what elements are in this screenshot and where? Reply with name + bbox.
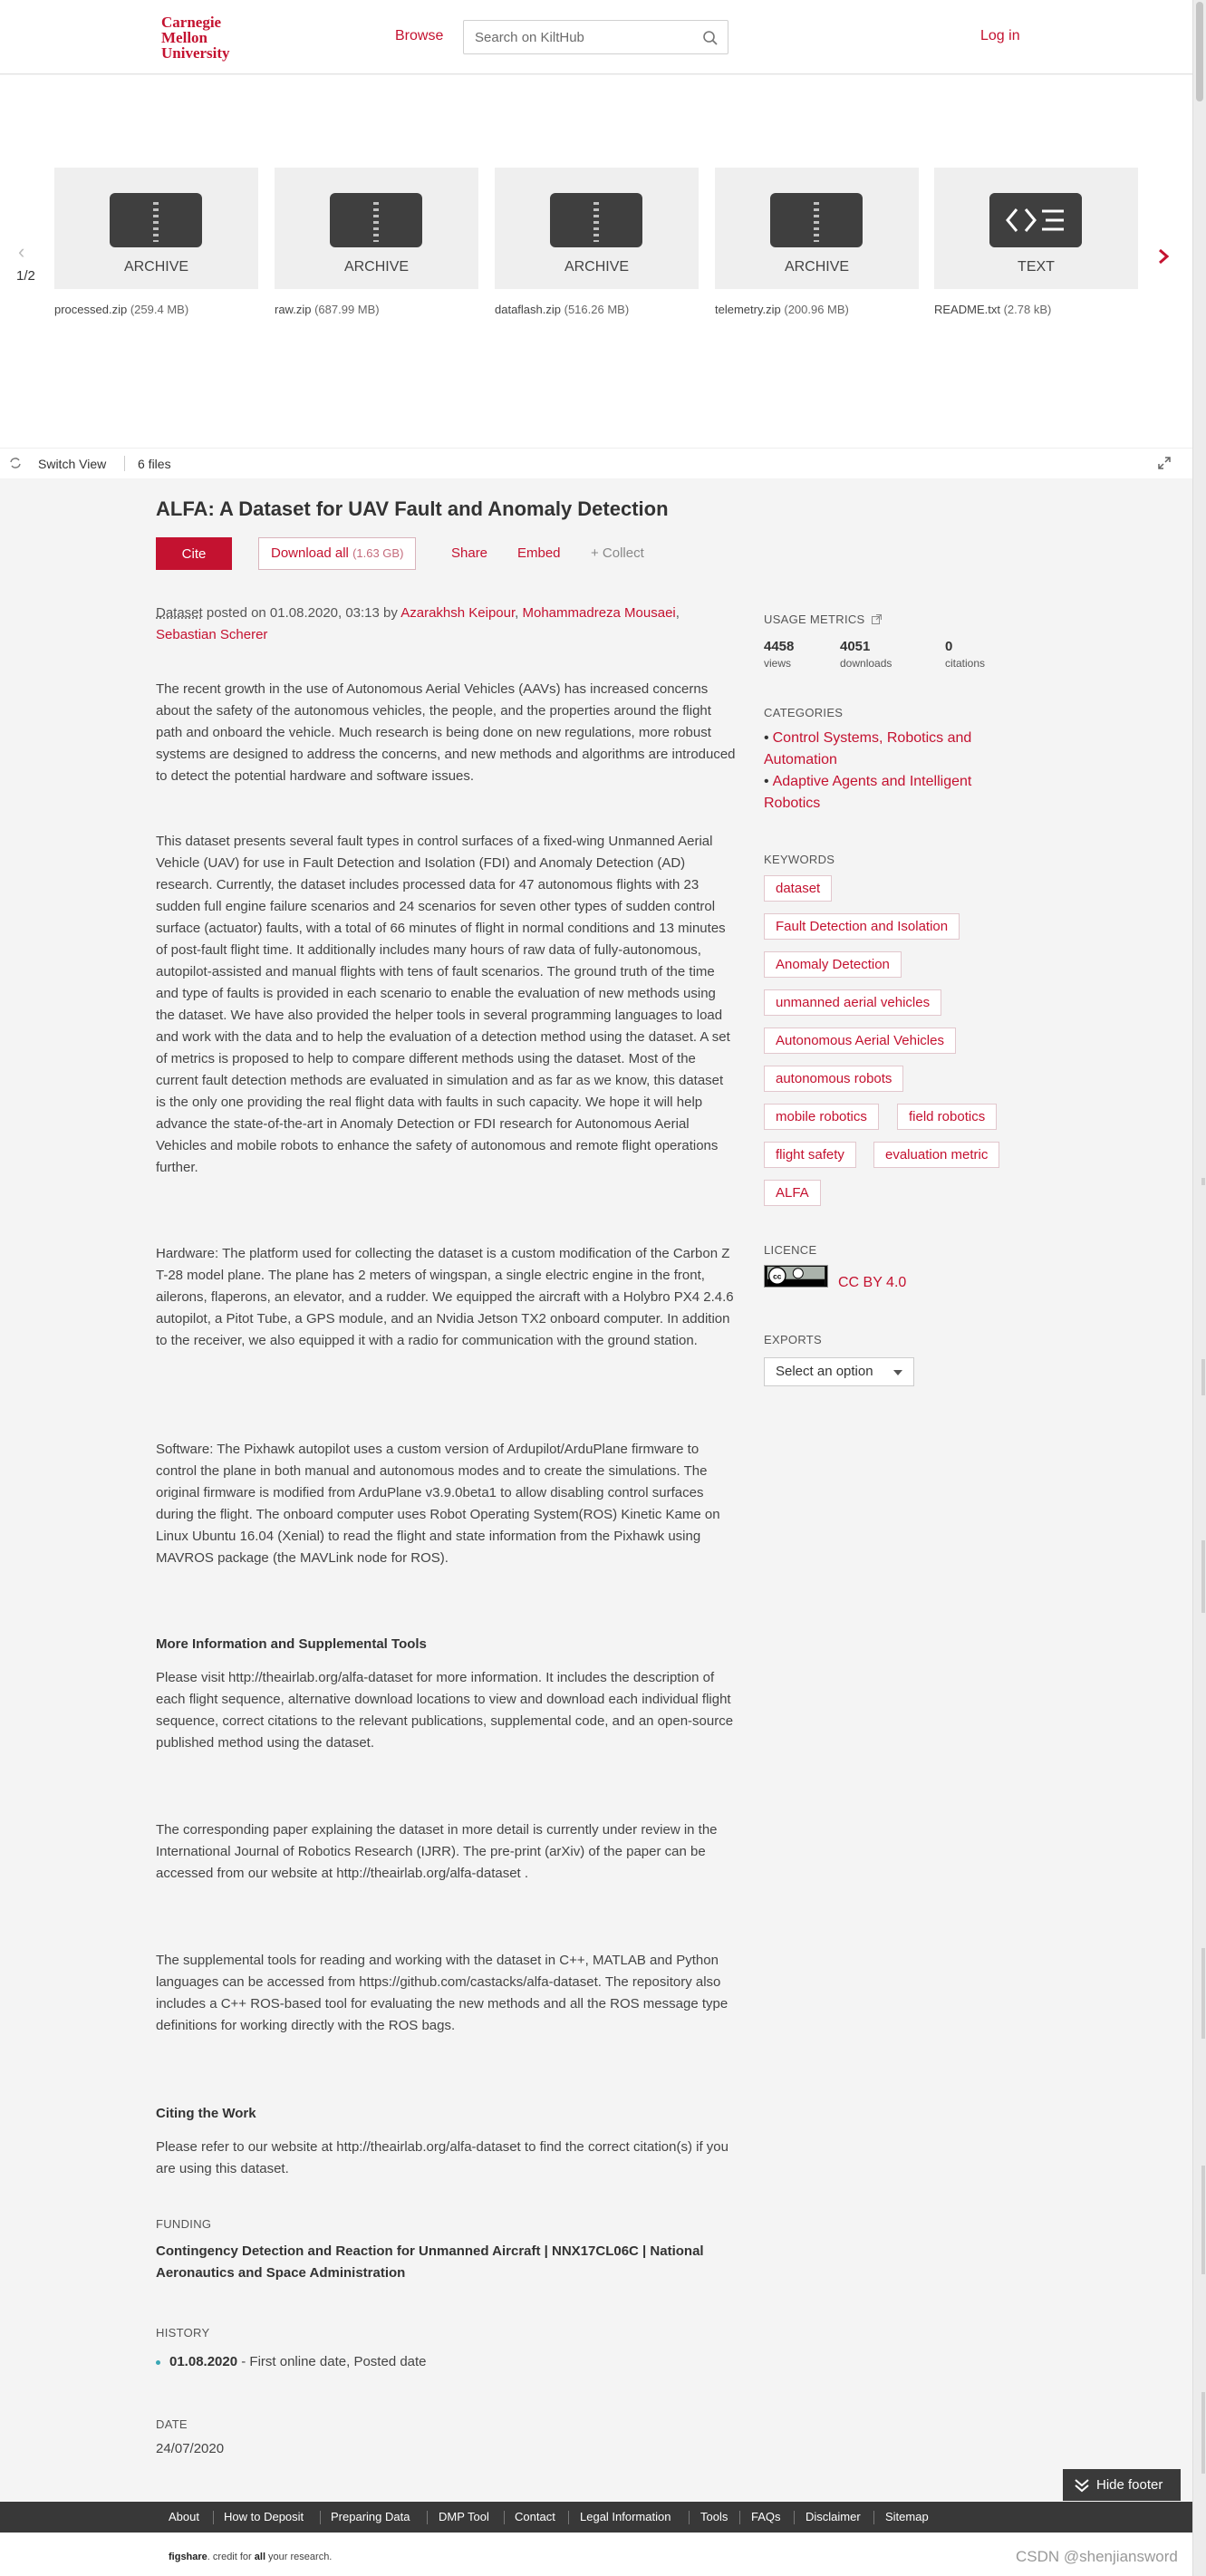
export-select[interactable]: Select an option <box>764 1357 914 1386</box>
keyword-tag[interactable]: evaluation metric <box>873 1142 999 1168</box>
file-size: (259.4 MB) <box>130 303 189 316</box>
figshare-credit[interactable]: figshare. credit for all your research. <box>169 2552 333 2562</box>
author-link[interactable]: Mohammadreza Mousaei <box>522 605 676 621</box>
section-heading: Citing the Work <box>156 2106 256 2121</box>
file-size: (516.26 MB) <box>564 303 630 316</box>
description-paragraph: Software: The Pixhawk autopilot uses a custom version of Ardupilot/ArduPlane firmware to control the plane in both manual and autonomous modes and to create the simulations. The original firmware is modified from ArduPlane v3.9.0beta1 to allow disabling control surfaces during the flight. The onboard computer uses Robot Operating System(ROS) Kinetic Kame on Linux Ubuntu 16.04 (Xenial) to read the flight and state information from the Pixhawk using MAVROS package (the MAVLink node for ROS). <box>156 1442 720 1566</box>
cite-button[interactable]: Cite <box>156 537 232 570</box>
metric-downloads: 4051 downloads <box>840 639 892 670</box>
keyword-tag[interactable]: ALFA <box>764 1180 821 1206</box>
external-link-icon <box>872 614 882 624</box>
file-thumbnail[interactable] <box>495 168 699 289</box>
page-scrollbar[interactable] <box>1192 0 1206 2576</box>
file-kind: ARCHIVE <box>343 259 410 275</box>
file-size: (687.99 MB) <box>314 303 380 316</box>
hide-footer-button[interactable]: Hide footer <box>1063 2469 1181 2501</box>
footer-link[interactable]: How to Deposit <box>224 2510 304 2523</box>
history-item: 01.08.2020 - First online date, Posted date <box>156 2354 427 2369</box>
keyword-tag[interactable]: Fault Detection and Isolation <box>764 913 960 940</box>
footer-link[interactable]: DMP Tool <box>439 2510 489 2523</box>
file-card[interactable] <box>275 168 478 316</box>
category-link[interactable]: • Adaptive Agents and Intelligent Robotics <box>764 771 999 815</box>
history-dot <box>156 2360 160 2365</box>
metric-citations: 0 citations <box>945 639 986 670</box>
file-thumbnail[interactable] <box>54 168 258 289</box>
footer-link[interactable]: Tools <box>700 2510 728 2523</box>
file-size: (2.78 kB) <box>1003 303 1052 316</box>
file-kind: ARCHIVE <box>784 259 850 275</box>
usage-metrics-label[interactable]: USAGE METRICS <box>764 613 882 626</box>
exports-label: EXPORTS <box>764 1333 822 1346</box>
footer-link[interactable]: Preparing Data <box>331 2510 410 2523</box>
file-size: (200.96 MB) <box>784 303 849 316</box>
zip-archive-icon <box>550 193 642 247</box>
keyword-tag[interactable]: mobile robotics <box>764 1104 879 1130</box>
file-name: telemetry.zip (200.96 MB) <box>715 303 849 316</box>
download-size: (1.63 GB) <box>352 546 404 560</box>
expand-icon[interactable] <box>1158 457 1171 469</box>
file-preview-carousel <box>0 75 1192 478</box>
zip-archive-icon <box>330 193 422 247</box>
cmu-logo[interactable] <box>161 14 230 61</box>
browse-link[interactable]: Browse <box>395 28 444 43</box>
metric-views: 4458 views <box>764 639 795 670</box>
search-input[interactable] <box>464 21 690 53</box>
author-link[interactable]: Sebastian Scherer <box>156 627 268 642</box>
category-link[interactable]: • Control Systems, Robotics and Automation <box>764 728 999 771</box>
search-box <box>463 20 728 54</box>
file-name: README.txt (2.78 kB) <box>934 303 1052 316</box>
licence-link[interactable]: CC BY 4.0 <box>838 1275 907 1290</box>
description-paragraph: The recent growth in the use of Autonomous Aerial Vehicles (AAVs) has increased concerns about the safety of the autonomous vehicles, the people, and the properties around the flight path and onboard the vehicle. Much research is being done on new regulations, more robust systems are designed to address the concerns, and new methods and algorithms are introduced to detect the potential hardware and software issues. <box>156 681 736 784</box>
file-card[interactable] <box>54 168 258 316</box>
description-paragraph: The supplemental tools for reading and working with the dataset in C++, MATLAB and Python languages can be accessed from https://github.com/castacks/alfa-dataset. The repository also includes a C++ ROS-based tool for evaluating the new methods and all the ROS message type definitions for working directly with the ROS bags. <box>156 1953 728 2033</box>
history-label: HISTORY <box>156 2326 210 2340</box>
funding-text: Contingency Detection and Reaction for Unmanned Aircraft | NNX17CL06C | National Aeronautics and Space Administration <box>156 2243 704 2281</box>
chevron-down-icon <box>893 1370 902 1375</box>
description-paragraph: Please refer to our website at http://theairlab.org/alfa-dataset to find the correct citation(s) if you are using this dataset. <box>156 2139 728 2176</box>
file-thumbnail[interactable] <box>934 168 1138 289</box>
file-thumbnail[interactable] <box>275 168 478 289</box>
logo-line: Mellon <box>161 29 207 46</box>
keyword-tag[interactable]: field robotics <box>897 1104 997 1130</box>
footer-link[interactable]: FAQs <box>751 2510 781 2523</box>
switch-view-icon[interactable] <box>9 457 22 469</box>
file-count: 6 files <box>138 457 171 471</box>
text-file-icon <box>989 193 1082 247</box>
download-all-button[interactable]: Download all (1.63 GB) <box>258 537 416 570</box>
file-card[interactable] <box>934 168 1138 316</box>
chevron-right-icon[interactable] <box>1157 247 1170 265</box>
footer-link[interactable]: Disclaimer <box>806 2510 861 2523</box>
divider <box>124 456 125 471</box>
logo-line: University <box>161 44 230 62</box>
licence-label: LICENCE <box>764 1243 817 1257</box>
zip-archive-icon <box>110 193 202 247</box>
search-icon[interactable] <box>702 30 719 46</box>
file-card[interactable] <box>495 168 699 316</box>
description-paragraph: This dataset presents several fault types in control surfaces of a fixed-wing Unmanned Aerial Vehicle (UAV) for use in Fault Detection and Isolation (FDI) and Anomaly Detection (AD) research. Currently, the dataset includes processed data for 47 autonomous flights with 23 sudden full engine failure scenarios and 24 scenarios for seven other types of sudden control surface (actuator) faults, with a total of 66 minutes of flight in normal conditions and 13 minutes of post-fault flight time. It additionally includes many hours of raw data of fully-autonomous, autopilot-assisted and manual flights with tens of fault scenarios. The ground truth of the time and type of faults is provided in each scenario to enable the evaluation of new methods using the dataset. We have also provided the helper tools in several programming languages to load and work with the data and to help the evaluation of a detection method using the dataset. A set of metrics is proposed to help to compare different methods using the dataset. Most of the current fault detection methods are evaluated in simulation and as far as we know, this dataset is the only one providing the real flight data with faults in such capacity. We hope it will help advance the state-of-the-art in Anomaly Detection or FDI research for Autonomous Aerial Vehicles and mobile robots to enhance the safety of autonomous and remote flight operations further. <box>156 834 730 1175</box>
keyword-tag[interactable]: unmanned aerial vehicles <box>764 989 941 1016</box>
page-indicator: 1/2 <box>16 268 35 284</box>
preview-toolbar <box>0 448 1192 478</box>
keyword-tag[interactable]: flight safety <box>764 1142 856 1168</box>
svg-text:cc: cc <box>773 1272 782 1281</box>
description-paragraph: Please visit http://theairlab.org/alfa-dataset for more information. It includes the description of each flight sequence, alternative download locations to view and download each individual flight sequence, correct citations to the relevant publications, supplemental code, and an open-source published method using the dataset. <box>156 1670 734 1751</box>
categories-label: CATEGORIES <box>764 706 844 719</box>
file-kind: ARCHIVE <box>564 259 630 275</box>
posted-info: Dataset posted on 01.08.2020, 03:13 by Azarakhsh Keipour, Mohammadreza Mousaei, Sebastian Scherer <box>156 605 680 642</box>
footer-link[interactable]: About <box>169 2510 199 2523</box>
item-type[interactable]: Dataset <box>156 605 203 621</box>
file-kind: TEXT <box>1018 259 1055 275</box>
section-heading: More Information and Supplemental Tools <box>156 1636 427 1652</box>
share-button[interactable]: Share <box>451 545 488 561</box>
footer-link[interactable]: Legal Information <box>580 2510 671 2523</box>
author-link[interactable]: Azarakhsh Keipour <box>400 605 516 621</box>
keywords-label: KEYWORDS <box>764 853 835 866</box>
date-label: DATE <box>156 2417 188 2431</box>
file-name: dataflash.zip (516.26 MB) <box>495 303 630 316</box>
embed-button[interactable]: Embed <box>517 545 561 561</box>
footer-link[interactable]: Contact <box>515 2510 555 2523</box>
site-header <box>0 0 1192 74</box>
switch-view-button[interactable]: Switch View <box>38 457 107 471</box>
description-paragraph: Hardware: The platform used for collecting the dataset is a custom modification of the Carbon Z T-28 model plane. The plane has 2 meters of wingspan, a single electric engine in the front, ailerons, flaperons, an elevator, and a rudder. We equipped the aircraft with a Holybro PX4 2.4.6 autopilot, a Pitot Tube, a GPS module, and an Nvidia Jetson TX2 onboard computer. In addition to the receiver, we also equipped it with a radio for communication with the ground station. <box>156 1246 734 1348</box>
file-thumbnail[interactable] <box>715 168 919 289</box>
login-link[interactable]: Log in <box>980 28 1020 43</box>
keyword-tag[interactable]: Autonomous Aerial Vehicles <box>764 1028 956 1054</box>
double-chevron-down-icon <box>1074 2478 1090 2493</box>
date-value: 24/07/2020 <box>156 2441 225 2456</box>
file-name: processed.zip (259.4 MB) <box>54 303 189 316</box>
file-card[interactable] <box>715 168 919 316</box>
description-paragraph: The corresponding paper explaining the dataset in more detail is currently under review in the International Journal of Robotics Research (IJRR). The pre-print (arXiv) of the paper can be accessed from our website at http://theairlab.org/alfa-dataset . <box>156 1822 718 1881</box>
zip-archive-icon <box>770 193 863 247</box>
scrollbar-thumb[interactable] <box>1196 2 1203 101</box>
footer-nav <box>0 2502 1192 2533</box>
footer-link[interactable]: Sitemap <box>885 2510 929 2523</box>
collect-button[interactable]: + Collect <box>591 545 644 561</box>
logo-line: Carnegie <box>161 14 222 31</box>
file-kind: ARCHIVE <box>123 259 189 275</box>
keyword-tag[interactable]: Anomaly Detection <box>764 951 902 978</box>
footer-credit <box>0 2533 1192 2576</box>
page-title: ALFA: A Dataset for UAV Fault and Anomaly Detection <box>156 497 669 520</box>
keyword-tag[interactable]: dataset <box>764 875 832 902</box>
cc-by-licence-badge[interactable] <box>764 1265 828 1288</box>
file-name: raw.zip (687.99 MB) <box>275 303 380 316</box>
funding-label: FUNDING <box>156 2217 212 2231</box>
keyword-tag[interactable]: autonomous robots <box>764 1066 903 1092</box>
watermark: CSDN @shenjiansword <box>1016 2548 1178 2565</box>
chevron-left-icon[interactable]: ‹ <box>18 240 25 263</box>
